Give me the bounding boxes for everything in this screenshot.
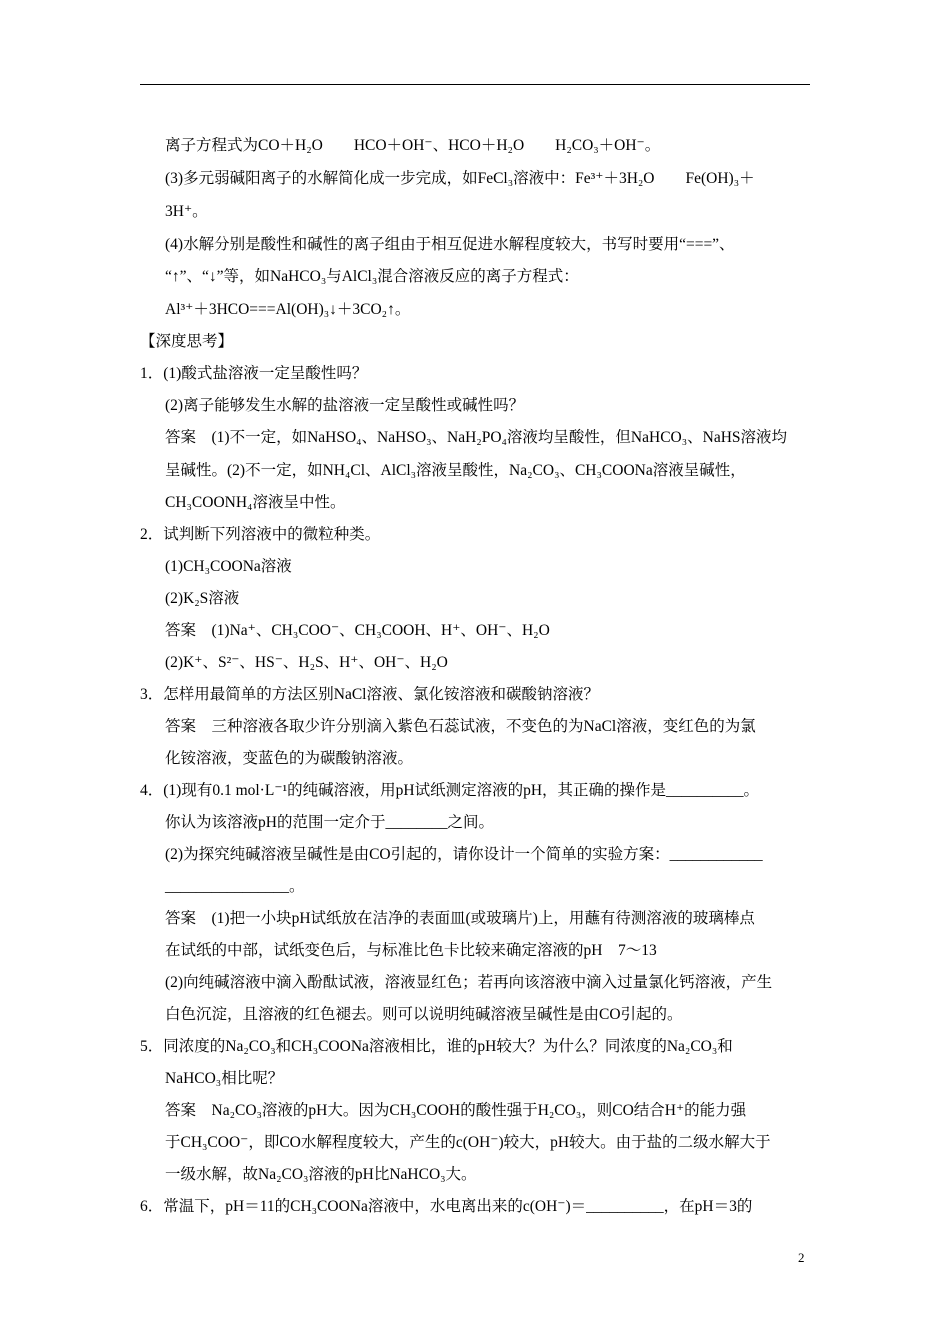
text-line: 6．常温下，pH＝11的CH₃COONa溶液中，水电离出来的c(OH⁻)＝__________，在pH＝3的 xyxy=(140,1198,753,1215)
text-line: 于CH₃COO⁻，即CO水解程度较大，产生的c(OH⁻)较大，pH较大。由于盐的二级水解大于 xyxy=(165,1134,771,1151)
text-line: 答案 Na₂CO₃溶液的pH大。因为CH₃COOH的酸性强于H₂CO₃，则CO结合H⁺的能力强 xyxy=(165,1102,747,1119)
text-line: 3H⁺。 xyxy=(165,203,208,220)
text-line: 呈碱性。(2)不一定，如NH₄Cl、AlCl₃溶液呈酸性，Na₂CO₃、CH₃COONa溶液呈碱性， xyxy=(165,462,746,479)
text-line: 你认为该溶液pH的范围一定介于________之间。 xyxy=(165,814,494,831)
text-line: (4)水解分别是酸性和碱性的离子组由于相互促进水解程度较大，书写时要用“===”、 xyxy=(165,236,735,253)
text-line: “↑”、“↓”等，如NaHCO₃与AlCl₃混合溶液反应的离子方程式： xyxy=(165,268,579,285)
text-line: 答案 (1)不一定，如NaHSO₄、NaHSO₃、NaH₂PO₄溶液均呈酸性，但NaHCO₃、NaHS溶液均 xyxy=(165,429,788,446)
text-line: 答案 (1)把一小块pH试纸放在洁净的表面皿(或玻璃片)上，用蘸有待测溶液的玻璃棒点 xyxy=(165,910,755,927)
text-line: Al³⁺＋3HCO===Al(OH)₃↓＋3CO₂↑。 xyxy=(165,301,411,318)
text-line: 【深度思考】 xyxy=(140,333,234,350)
text-line: 化铵溶液，变蓝色的为碳酸钠溶液。 xyxy=(165,750,414,767)
text-line: CH₃COONH₄溶液呈中性。 xyxy=(165,494,346,511)
text-line: 1．(1)酸式盐溶液一定呈酸性吗？ xyxy=(140,365,368,382)
text-line: 答案 (1)Na⁺、CH₃COO⁻、CH₃COOH、H⁺、OH⁻、H₂O xyxy=(165,622,550,639)
text-line: (2)K₂S溶液 xyxy=(165,590,240,607)
text-line: 在试纸的中部，试纸变色后，与标准比色卡比较来确定溶液的pH 7～13 xyxy=(165,942,657,959)
text-line: (2)为探究纯碱溶液呈碱性是由CO引起的，请你设计一个简单的实验方案：____________ xyxy=(165,846,763,863)
text-line: 答案 三种溶液各取少许分别滴入紫色石蕊试液，不变色的为NaCl溶液，变红色的为氯 xyxy=(165,718,756,735)
text-line: 离子方程式为CO＋H₂O HCO＋OH⁻、HCO＋H₂O H₂CO₃＋OH⁻。 xyxy=(165,137,661,154)
page-number: 2 xyxy=(798,1250,805,1265)
text-line: 5．同浓度的Na₂CO₃和CH₃COONa溶液相比，谁的pH较大？为什么？同浓度的Na₂CO₃和 xyxy=(140,1038,733,1055)
text-line: ________________。 xyxy=(165,878,305,895)
header-rule xyxy=(140,84,810,85)
text-line: (2)K⁺、S²⁻、HS⁻、H₂S、H⁺、OH⁻、H₂O xyxy=(165,654,448,671)
text-line: (2)离子能够发生水解的盐溶液一定呈酸性或碱性吗？ xyxy=(165,397,525,414)
text-line: (3)多元弱碱阳离子的水解简化成一步完成，如FeCl₃溶液中：Fe³⁺＋3H₂O Fe(OH)₃＋ xyxy=(165,170,755,187)
text-line: 3．怎样用最简单的方法区别NaCl溶液、氯化铵溶液和碳酸钠溶液？ xyxy=(140,686,599,703)
text-line: 4．(1)现有0.1 mol·L⁻¹的纯碱溶液，用pH试纸测定溶液的pH，其正确的操作是__________。 xyxy=(140,782,760,799)
text-line: 一级水解，故Na₂CO₃溶液的pH比NaHCO₃大。 xyxy=(165,1166,477,1183)
text-line: (1)CH₃COONa溶液 xyxy=(165,558,292,575)
text-line: (2)向纯碱溶液中滴入酚酞试液，溶液显红色；若再向该溶液中滴入过量氯化钙溶液，产生 xyxy=(165,974,773,991)
text-line: NaHCO₃相比呢？ xyxy=(165,1070,284,1087)
text-line: 白色沉淀，且溶液的红色褪去。则可以说明纯碱溶液呈碱性是由CO引起的。 xyxy=(165,1006,683,1023)
text-line: 2．试判断下列溶液中的微粒种类。 xyxy=(140,526,381,543)
